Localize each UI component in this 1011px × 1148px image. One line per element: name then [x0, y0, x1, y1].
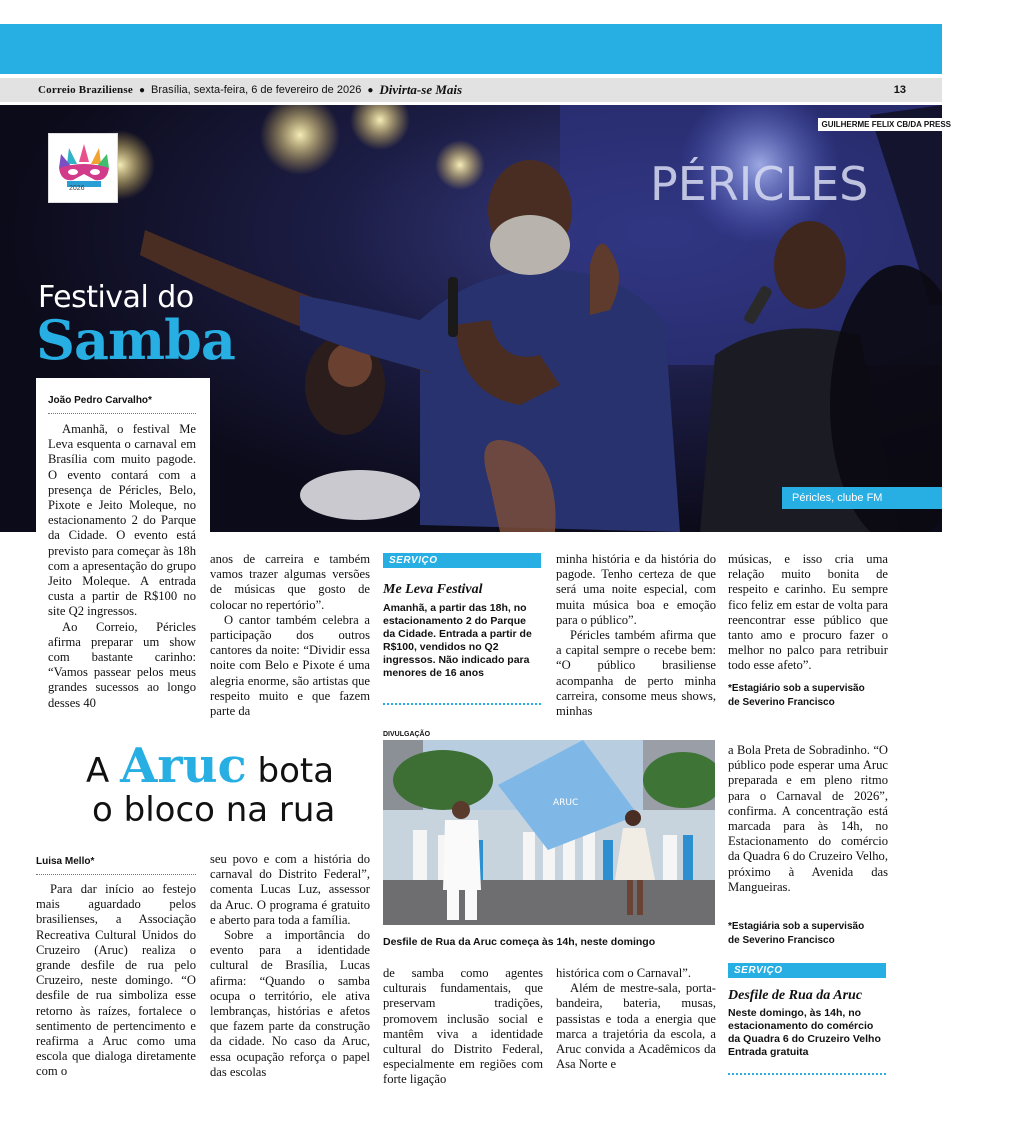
- article2-headline-line1: [86, 738, 334, 794]
- section-name: Divirta-se Mais: [379, 82, 463, 97]
- photo-caption: Péricles, clube FM: [782, 487, 942, 509]
- headline-word: bota: [257, 751, 335, 791]
- servico-text: Amanhã, a partir das 18h, no estacionamento 2 do Parque da Cidade. Entrada a partir de R$100, vendidos no Q2 ingressos. Não indicado para menores de 16 anos: [383, 602, 532, 679]
- headline-accent-word: Aruc: [120, 738, 247, 794]
- article1-column-4: [556, 552, 716, 719]
- dateline: Brasília, sexta-feira, 6 de fevereiro de 2026: [150, 84, 362, 96]
- paragraph: Para dar início ao festejo mais aguardado pelos brasilienses, a Associação Recreativa Cultural Unidos do Cruzeiro (Aruc) realiza o grande desfile de rua pelo Cruzeiro, neste domingo. “O desfile de rua simboliza esse retorno às raízes, fortalece o sentimento de pertencimento e reafirma a Aruc como uma escola que dialoga diretamente com o: [36, 882, 196, 1079]
- note-line: de Severino Francisco: [728, 697, 835, 708]
- article1-column-2: [210, 552, 370, 719]
- paragraph: seu povo e com a história do carnaval do Distrito Federal”, comenta Lucas Luz, assessor da Aruc. O programa é gratuito e aberto para toda a família.: [210, 852, 370, 927]
- article2-column-5: [728, 743, 888, 895]
- servico-tag: SERVIÇO: [728, 963, 886, 978]
- top-color-bar: [0, 24, 942, 74]
- byline-divider: [36, 874, 196, 875]
- servico-tag: SERVIÇO: [383, 553, 541, 568]
- article2-headline-line2: o bloco na rua: [92, 790, 336, 830]
- carnival-mask-icon: [49, 134, 119, 204]
- note-line: de Severino Francisco: [728, 935, 835, 946]
- bullet-icon: ●: [138, 84, 145, 96]
- paragraph: de samba como agentes culturais fundamentais, que preservam tradições, promovem inclusão social e mantêm viva a identidade cultural do Distrito Federal, especialmente em regiões com forte ligação: [383, 966, 543, 1087]
- paragraph: O cantor também celebra a participação dos outros cantores da noite: “Dividir essa noite com Belo e Pixote é uma alegria enorme, são artistas que respeito muito e que fazem parte da: [210, 612, 370, 719]
- flag-text: ARUC: [553, 798, 579, 808]
- newspaper-name: Correio Braziliense: [38, 84, 133, 96]
- article1-column-1: [48, 422, 196, 711]
- article2-column-2: [210, 852, 370, 1080]
- note-line: *Estagiário sob a supervisão: [728, 683, 865, 694]
- bullet-icon: ●: [367, 84, 374, 96]
- paragraph: Amanhã, o festival Me Leva esquenta o carnaval em Brasília com muito pagode. O evento contará com a presença de Péricles, Belo, Pixote e Jeito Moleque, no estacionamento 2 do Parque da Cidade. O evento está previsto para começar às 18h com a apresentação do grupo Jeito Moleque. A entrada custa a partir de R$100 no site Q2 ingressos.: [48, 422, 196, 619]
- byline-divider: [48, 413, 196, 414]
- photo2-caption: Desfile de Rua da Aruc começa às 14h, neste domingo: [383, 936, 656, 948]
- article1-column-5: [728, 552, 888, 674]
- photo-credit: GUILHERME FELIX CB/DA PRESS: [818, 118, 956, 131]
- paragraph: a Bola Preta de Sobradinho. “O público pode esperar uma Aruc preparada e em pleno ritmo para o Carnaval de 2026”, confirma. A concentração está marcada para às 14h, no Estacionamento do comércio da Quadra 6 do Cruzeiro Velho, próximo à Avenida das Mangueiras.: [728, 743, 888, 894]
- paragraph: Ao Correio, Péricles afirma preparar um show com bastante carinho: “Vamos passear pelos meus grandes sucessos ao longo desses 40: [48, 619, 196, 710]
- article1-byline: João Pedro Carvalho*: [48, 395, 152, 406]
- article2-column-4: [556, 966, 716, 1072]
- paragraph: histórica com o Carnaval”.: [556, 966, 691, 980]
- page-header: [0, 78, 942, 102]
- article2-column-3: [383, 966, 543, 1088]
- paragraph: anos de carreira e também vamos trazer algumas versões de músicas que gosto de colocar no repertório”.: [210, 552, 370, 612]
- servico-title: Me Leva Festival: [383, 582, 483, 597]
- headline-small: Festival do: [38, 280, 194, 315]
- paragraph: músicas, e isso cria uma relação muito bonita de respeito e carinho. Eu sempre fico feliz em estar de volta para reencontrar esse público que tanto amo e procuro fazer o melhor no palco para retribuir todo esse afeto”.: [728, 552, 888, 673]
- page-number: 13: [893, 84, 906, 96]
- stage-screen-text: PÉRICLES: [650, 157, 869, 211]
- article2-column-1: [36, 882, 196, 1080]
- servico-text: Neste domingo, às 14h, no estacionamento do comércio da Quadra 6 do Cruzeiro Velho Entrada gratuita: [728, 1007, 881, 1058]
- note-line: *Estagiária sob a supervisão: [728, 921, 865, 932]
- parade-photo: [383, 740, 715, 925]
- carnival-logo: [48, 133, 118, 203]
- paragraph: Sobre a importância do evento para a identidade cultural de Brasília, Lucas afirma: “Quando o samba ocupa o território, ele ativa lembranças, histórias e afetos que fazem parte da construção da cidade. No caso da Aruc, essa ocupação reforça o papel das escolas: [210, 928, 370, 1079]
- parade-photo-illustration: [383, 740, 715, 925]
- article2-note: [728, 920, 864, 948]
- headline-big: Samba: [36, 308, 235, 372]
- logo-year: 2026: [69, 185, 85, 192]
- paragraph: Além de mestre-sala, porta-bandeira, bateria, musas, passistas e toda a energia que marca a trajetória da escola, a Aruc convida a Acadêmicos da Asa Norte e: [556, 981, 716, 1072]
- article1-note: [728, 682, 865, 710]
- article2-byline: Luisa Mello*: [36, 856, 95, 867]
- servico-divider: [383, 703, 541, 705]
- servico-title: Desfile de Rua da Aruc: [728, 988, 863, 1003]
- paragraph: Péricles também afirma que a capital sempre o recebe bem: “O público brasiliense acompanha de perto minha carreira, consome meus shows, minhas: [556, 628, 716, 719]
- photo2-credit: DIVULGAÇÃO: [383, 731, 431, 738]
- headline-word: A: [86, 751, 110, 791]
- paragraph: minha história e da história do pagode. Tenho certeza de que será uma noite especial, com muita música boa e emoção para o público”.: [556, 552, 716, 627]
- servico-divider: [728, 1073, 886, 1075]
